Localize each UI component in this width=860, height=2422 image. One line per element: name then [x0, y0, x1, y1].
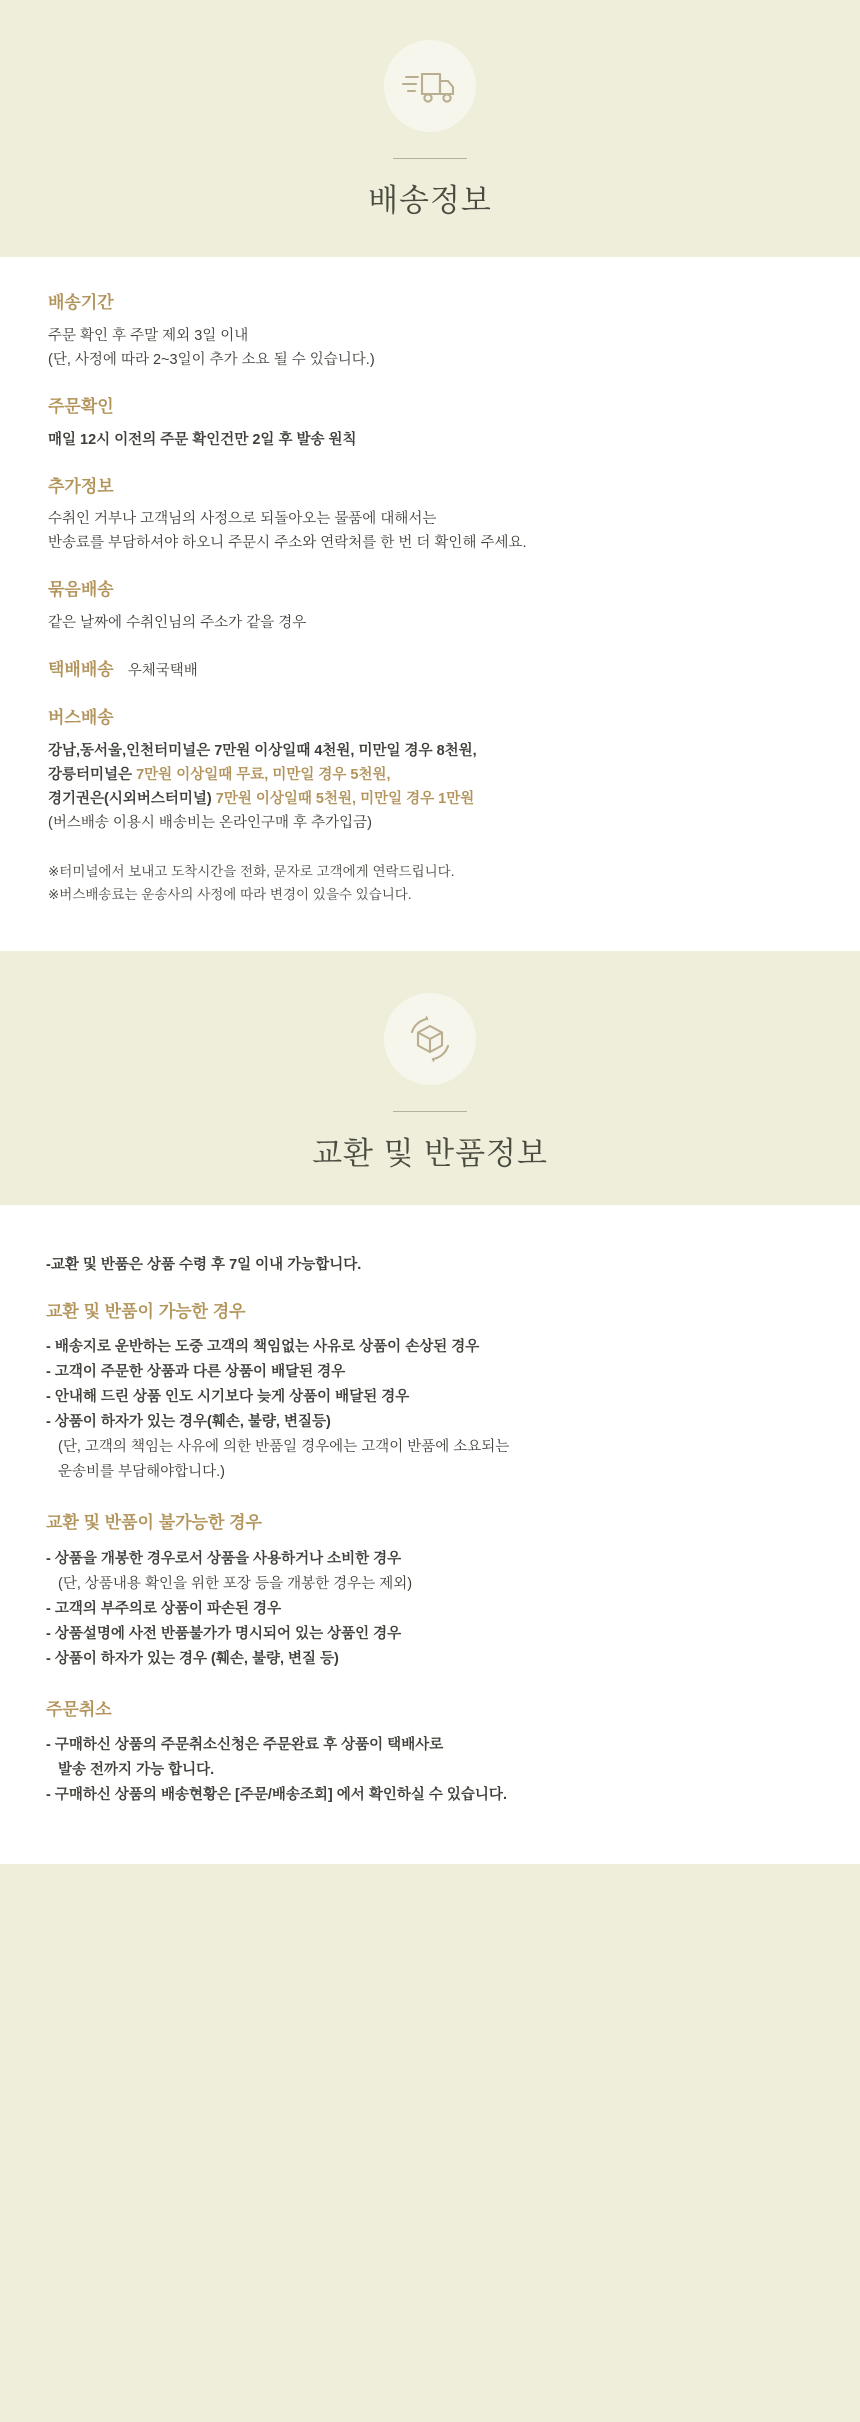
bus-region: 경기권은(시외버스터미널) [48, 790, 212, 807]
returns-group-order-cancel [46, 1698, 814, 1809]
shipping-info-card [0, 257, 860, 951]
shipping-group-bundle [48, 578, 812, 636]
delivery-truck-icon [384, 40, 476, 132]
group-title: 배송기간 [48, 293, 114, 313]
shipping-group-extra-info [48, 475, 812, 557]
group-title: 교환 및 반품이 불가능한 경우 [46, 1513, 262, 1533]
returns-lead: -교환 및 반품은 상품 수령 후 7일 이내 가능합니다. [46, 1256, 362, 1273]
bus-fee-row [48, 764, 812, 788]
group-title: 버스배송 [48, 707, 114, 727]
shipping-group-parcel [48, 658, 812, 684]
group-line: (단, 상품내용 확인을 위한 포장 등을 개봉한 경우는 제외) [58, 1575, 413, 1592]
group-line: - 배송지로 운반하는 도중 고객의 책임없는 사유로 상품이 손상된 경우 [46, 1339, 480, 1356]
bus-suffix: 은 [118, 766, 137, 783]
bus-fee: 7만원 이상일때 무료, 미만일 경우 5천원, [136, 766, 391, 783]
group-line: 매일 12시 이전의 주문 확인건만 2일 후 발송 원칙 [48, 431, 357, 448]
group-title: 주문취소 [46, 1699, 112, 1719]
group-title: 묶음배송 [48, 580, 114, 600]
returns-title: 교환 및 반품정보 [312, 1136, 548, 1172]
group-line: - 상품을 개봉한 경우로서 상품을 사용하거나 소비한 경우 [46, 1550, 402, 1567]
group-title: 교환 및 반품이 가능한 경우 [46, 1301, 246, 1321]
bus-fee: 7만원 이상일때 4천원, 미만일 경우 8천원, [214, 742, 477, 759]
group-line: - 상품이 하자가 있는 경우 (훼손, 불량, 변질 등) [46, 1650, 339, 1667]
shipping-group-period [48, 291, 812, 373]
shipping-group-bus [48, 706, 812, 835]
bus-suffix: 은 [196, 742, 215, 759]
group-title: 추가정보 [48, 476, 114, 496]
group-line: - 구매하신 상품의 배송현황은 [주문/배송조회] 에서 확인하실 수 있습니다. [46, 1787, 507, 1804]
page-title: 배송정보 [368, 183, 492, 218]
shipping-note: ※터미널에서 보내고 도착시간을 전화, 문자로 고객에게 연락드립니다. [48, 864, 455, 880]
group-line: 반송료를 부담하셔야 하오니 주문시 주소와 연락처를 한 번 더 확인해 주세요. [48, 535, 527, 552]
group-line: (단, 사정에 따라 2~3일이 추가 소요 될 수 있습니다.) [48, 352, 375, 369]
returns-group-available [46, 1300, 814, 1485]
shipping-group-order-confirm [48, 395, 812, 453]
group-title: 주문확인 [48, 396, 114, 416]
group-line: - 구매하신 상품의 주문취소신청은 주문완료 후 상품이 택배사로 [46, 1737, 444, 1754]
bus-fee: 7만원 이상일때 5천원, 미만일 경우 1만원 [215, 790, 475, 807]
bus-footnote: (버스배송 이용시 배송비는 온라인구매 후 추가입금) [48, 814, 372, 831]
return-box-icon [384, 993, 476, 1085]
group-line: 발송 전까지 가능 합니다. [58, 1762, 215, 1779]
bottom-spacer [0, 1864, 860, 1924]
group-line: - 상품이 하자가 있는 경우(훼손, 불량, 변질등) [46, 1414, 331, 1431]
bus-region: 강남,동서울,인천터미널 [48, 742, 197, 759]
group-line: 주문 확인 후 주말 제외 3일 이내 [48, 328, 249, 345]
group-line: 수취인 거부나 고객님의 사정으로 되돌아오는 물품에 대해서는 [48, 511, 437, 528]
group-line: - 고객의 부주의로 상품이 파손된 경우 [46, 1600, 282, 1617]
shipping-section-header [0, 40, 860, 221]
shipping-notes [48, 861, 812, 907]
group-line: (단, 고객의 책임는 사유에 의한 반품일 경우에는 고객이 반품에 소요되는 [58, 1439, 510, 1456]
group-line: - 안내해 드린 상품 인도 시기보다 늦게 상품이 배달된 경우 [46, 1389, 410, 1406]
returns-info-card [0, 1205, 860, 1865]
group-line: - 고객이 주문한 상품과 다른 상품이 배달된 경우 [46, 1364, 346, 1381]
header-divider [393, 1111, 467, 1112]
group-title: 택배배송 [48, 660, 114, 680]
group-line: 같은 날짜에 수취인님의 주소가 같을 경우 [48, 615, 307, 632]
shipping-note: ※버스배송료는 운송사의 사정에 따라 변경이 있을수 있습니다. [48, 887, 412, 903]
bus-fee-row [48, 740, 812, 764]
group-line: 운송비를 부담해야합니다.) [58, 1464, 225, 1481]
group-line: - 상품설명에 사전 반품불가가 명시되어 있는 상품인 경우 [46, 1625, 402, 1642]
bus-fee-row [48, 788, 812, 812]
header-divider [393, 158, 467, 159]
bus-region: 강릉터미널 [48, 766, 119, 783]
returns-section-header [0, 993, 860, 1174]
parcel-carrier: 우체국택배 [127, 663, 198, 680]
returns-group-unavailable [46, 1511, 814, 1671]
